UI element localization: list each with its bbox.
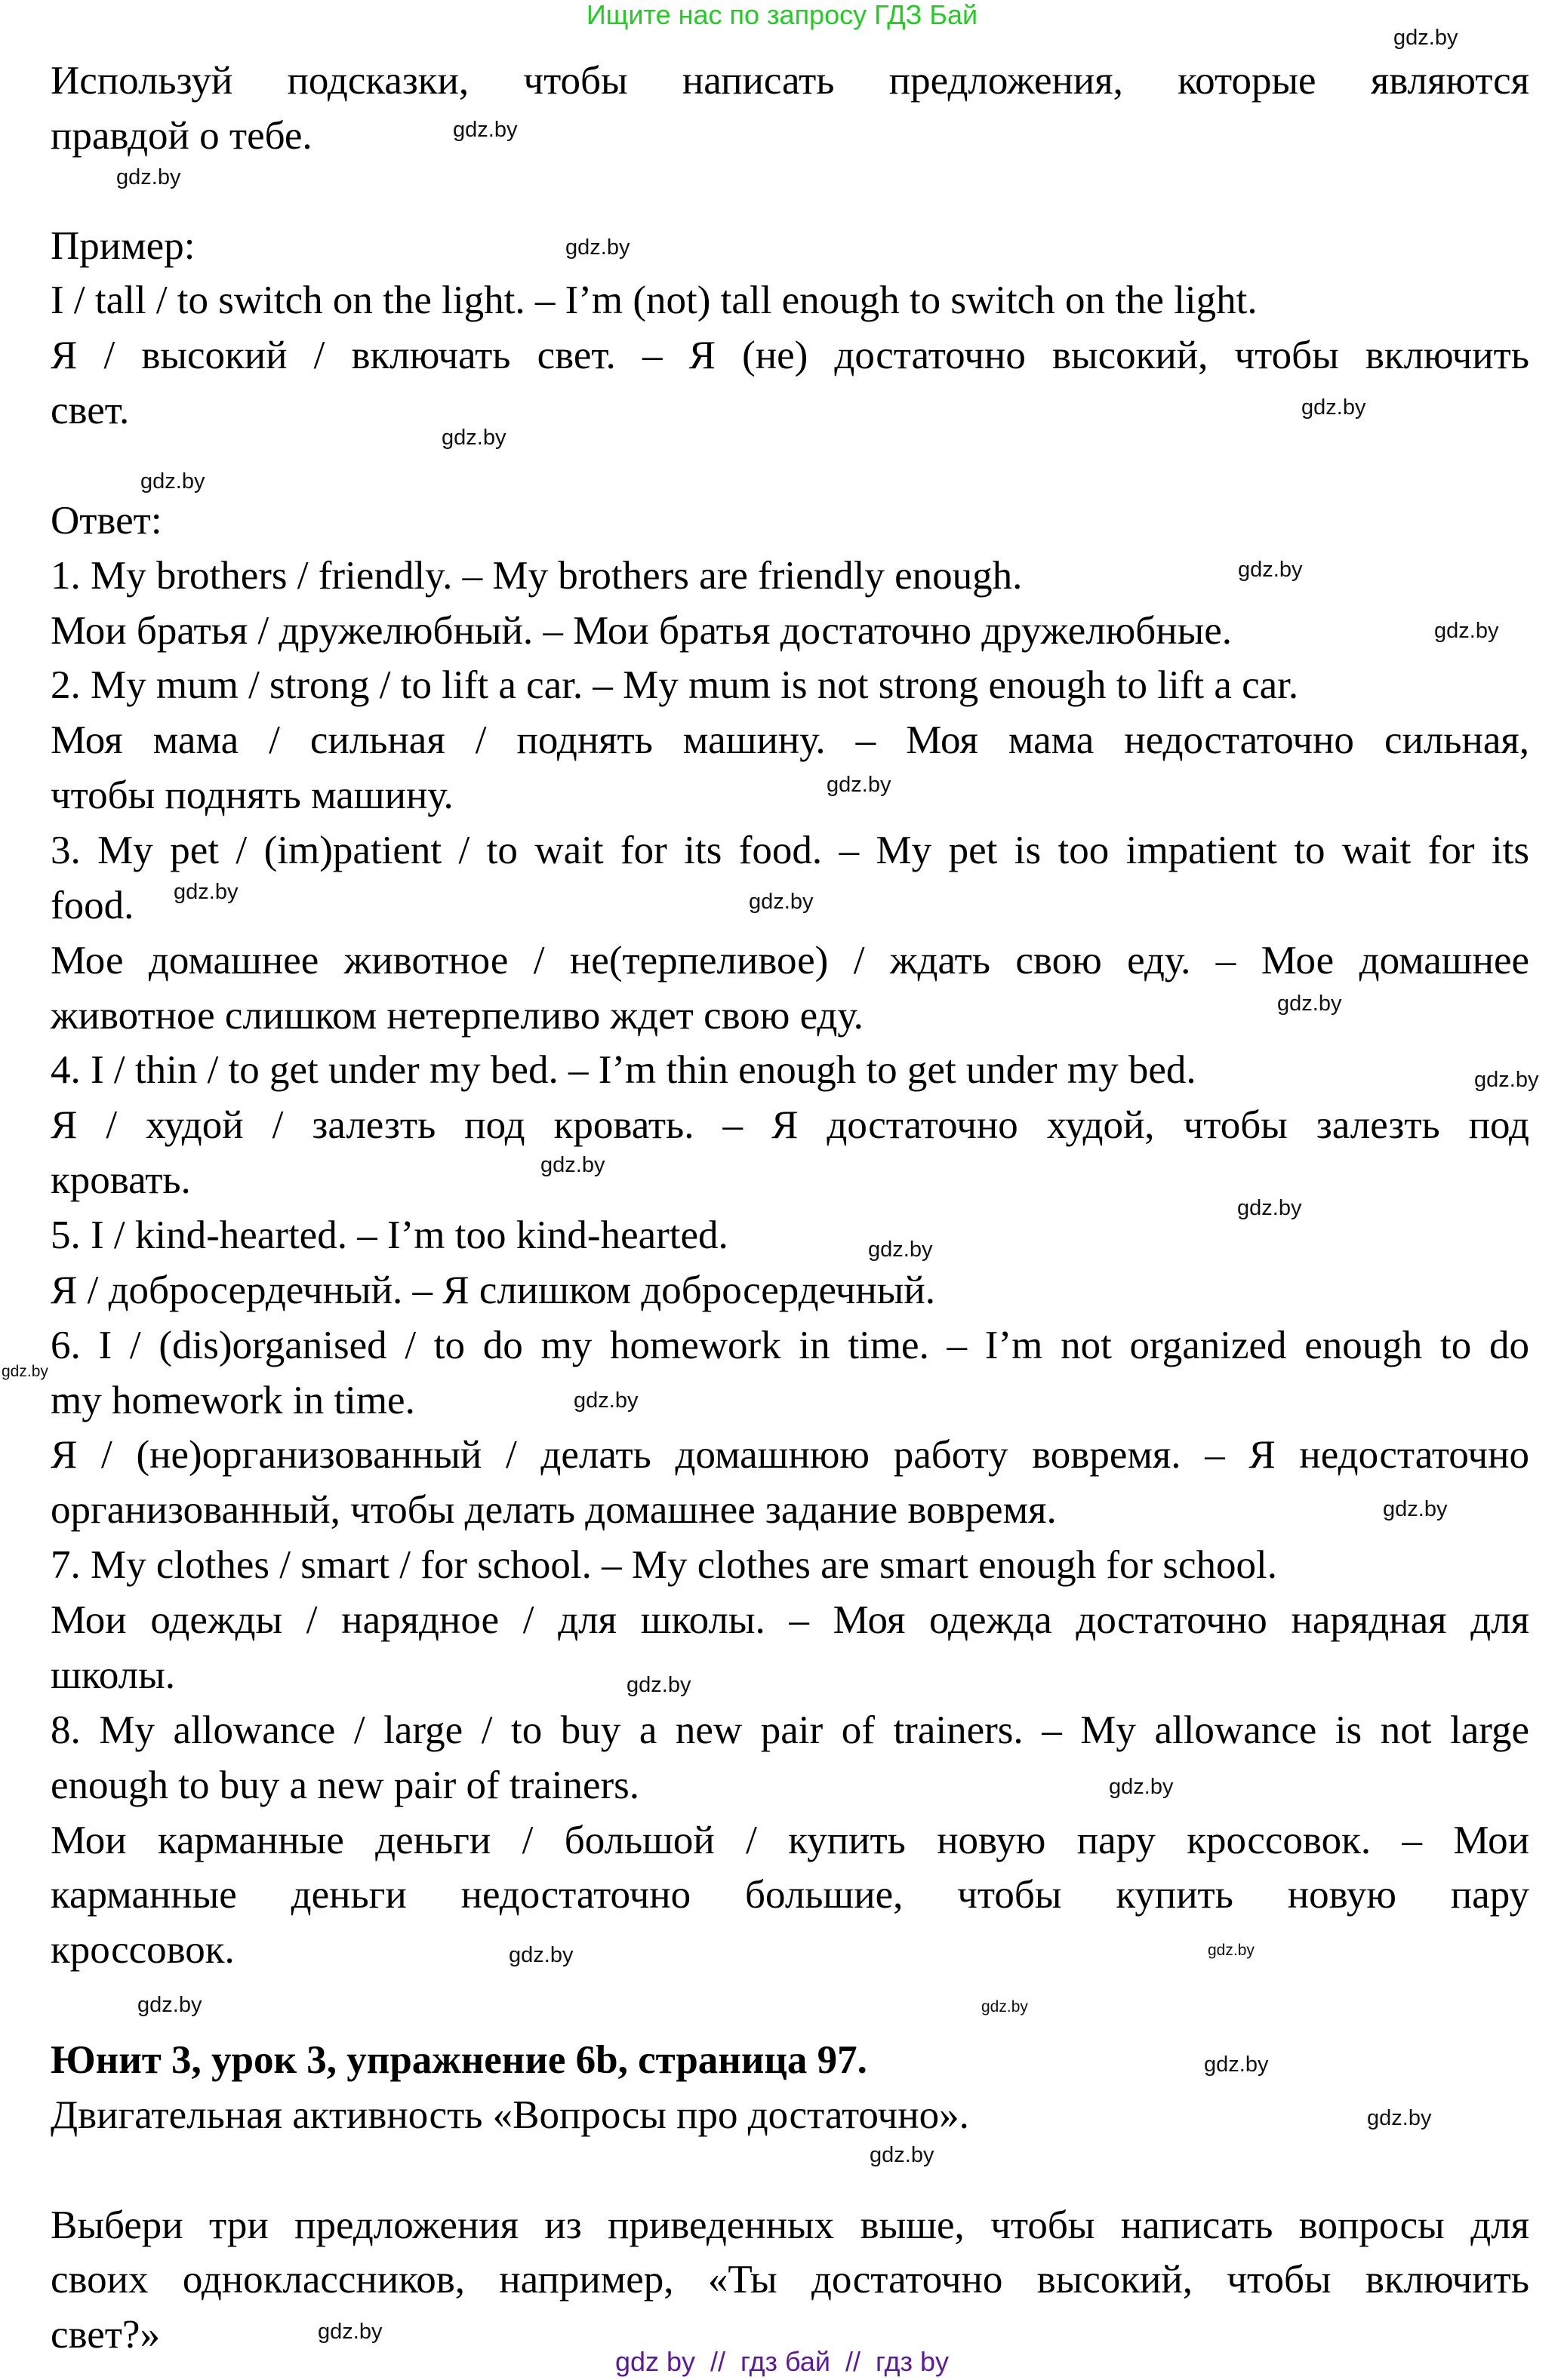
watermark: gdz.by bbox=[174, 880, 239, 904]
watermark: gdz.by bbox=[1367, 2106, 1432, 2130]
answer-line: животное слишком нетерпеливо ждет свою еду. bbox=[51, 993, 864, 1038]
answer-line: my homework in time. bbox=[51, 1378, 415, 1422]
answer-line: чтобы поднять машину. bbox=[51, 773, 454, 818]
answer-line: Моя мама / сильная / поднять машину. – Моя мама недостаточно сильная, bbox=[51, 718, 1529, 763]
watermark: gdz.by bbox=[137, 1993, 202, 2017]
answer-line: 2. My mum / strong / to lift a car. – My mum is not strong enough to lift a car. bbox=[51, 663, 1299, 708]
watermark: gdz.by bbox=[318, 2320, 383, 2344]
answer-line: Я / добросердечный. – Я слишком добросердечный. bbox=[51, 1268, 935, 1312]
watermark: gdz.by bbox=[453, 118, 518, 142]
example-label: Пример: bbox=[51, 223, 196, 268]
answer-line: 1. My brothers / friendly. – My brothers are friendly enough. bbox=[51, 553, 1023, 598]
watermark: gdz.by bbox=[1474, 1068, 1539, 1092]
answer-line: 3. My pet / (im)patient / to wait for its food. – My pet is too impatient to wait for its bbox=[51, 829, 1529, 873]
watermark: gdz.by bbox=[870, 2143, 934, 2167]
watermark: gdz.by bbox=[1383, 1497, 1448, 1521]
watermark: gdz.by bbox=[981, 1998, 1028, 2016]
answer-line: кроссовок. bbox=[51, 1928, 235, 1973]
watermark: gdz.by bbox=[749, 890, 814, 914]
answer-line: Мои карманные деньги / большой / купить новую пару кроссовок. – Мои bbox=[51, 1818, 1529, 1862]
watermark: gdz.by bbox=[540, 1153, 605, 1177]
example-line: свет. bbox=[51, 389, 130, 433]
section-heading: Юнит 3, урок 3, упражнение 6b, страница 97. bbox=[51, 2037, 867, 2082]
watermark: gdz.by bbox=[140, 469, 205, 494]
answer-line: enough to buy a new pair of trainers. bbox=[51, 1763, 640, 1807]
watermark: gdz.by bbox=[2, 1363, 48, 1380]
answer-line: 5. I / kind-hearted. – I’m too kind-hearted. bbox=[51, 1213, 728, 1258]
watermark: gdz.by bbox=[1434, 619, 1499, 643]
watermark: gdz.by bbox=[1277, 992, 1342, 1016]
watermark: gdz.by bbox=[1238, 558, 1303, 582]
answer-line: food. bbox=[51, 883, 134, 927]
section-subtitle: Двигательная активность «Вопросы про достаточно». bbox=[51, 2092, 969, 2137]
watermark: gdz.by bbox=[1393, 26, 1458, 50]
task-line: своих одноклассников, например, «Ты достаточно высокий, чтобы включить bbox=[51, 2258, 1529, 2302]
example-line: Я / высокий / включать свет. – Я (не) достаточно высокий, чтобы включить bbox=[51, 334, 1529, 378]
answer-line: Мое домашнее животное / не(терпеливое) / ждать свою еду. – Мое домашнее bbox=[51, 938, 1529, 982]
watermark: gdz.by bbox=[574, 1388, 639, 1413]
watermark: gdz.by bbox=[565, 235, 630, 260]
answer-line: Я / (не)организованный / делать домашнюю работу вовремя. – Я недостаточно bbox=[51, 1433, 1529, 1478]
instruction-line: Используй подсказки, чтобы написать предложения, которые являются bbox=[51, 59, 1529, 103]
answer-line: Я / худой / залезть под кровать. – Я достаточно худой, чтобы залезть под bbox=[51, 1103, 1529, 1148]
watermark: gdz.by bbox=[1109, 1775, 1174, 1799]
answer-label: Ответ: bbox=[51, 498, 162, 543]
answer-line: 4. I / thin / to get under my bed. – I’m thin enough to get under my bed. bbox=[51, 1048, 1196, 1093]
instruction-line: правдой о тебе. bbox=[51, 113, 312, 158]
watermark: gdz.by bbox=[868, 1238, 933, 1262]
answer-line: Мои одежды / нарядное / для школы. – Моя одежда достаточно нарядная для bbox=[51, 1598, 1529, 1643]
watermark: gdz.by bbox=[627, 1673, 691, 1697]
answer-line: 7. My clothes / smart / for school. – My clothes are smart enough for school. bbox=[51, 1543, 1278, 1588]
answer-line: школы. bbox=[51, 1653, 175, 1697]
watermark: gdz.by bbox=[116, 165, 181, 189]
watermark: gdz.by bbox=[1301, 395, 1366, 420]
watermark: gdz.by bbox=[1208, 1942, 1255, 1959]
watermark: gdz.by bbox=[1204, 2053, 1269, 2077]
answer-line: 6. I / (dis)organised / to do my homework in time. – I’m not organized enough to do bbox=[51, 1323, 1529, 1367]
watermark: gdz.by bbox=[509, 1943, 574, 1967]
answer-line: Мои братья / дружелюбный. – Мои братья достаточно дружелюбные. bbox=[51, 608, 1232, 653]
footer-links[interactable]: gdz by // гдз бай // гдз by bbox=[614, 2346, 950, 2377]
watermark: gdz.by bbox=[827, 773, 891, 797]
task-line: свет?» bbox=[51, 2313, 160, 2357]
answer-line: 8. My allowance / large / to buy a new pair of trainers. – My allowance is not large bbox=[51, 1708, 1529, 1752]
task-line: Выбери три предложения из приведенных выше, чтобы написать вопросы для bbox=[51, 2203, 1529, 2247]
answer-line: организованный, чтобы делать домашнее задание вовремя. bbox=[51, 1488, 1057, 1533]
answer-line: кровать. bbox=[51, 1158, 191, 1203]
example-line: I / tall / to switch on the light. – I’m (not) tall enough to switch on the light. bbox=[51, 278, 1258, 323]
answer-line: карманные деньги недостаточно большие, чтобы купить новую пару bbox=[51, 1873, 1529, 1917]
search-banner: Ищите нас по запросу ГДЗ Бай bbox=[586, 0, 978, 30]
watermark: gdz.by bbox=[1237, 1196, 1302, 1220]
watermark: gdz.by bbox=[442, 426, 506, 450]
